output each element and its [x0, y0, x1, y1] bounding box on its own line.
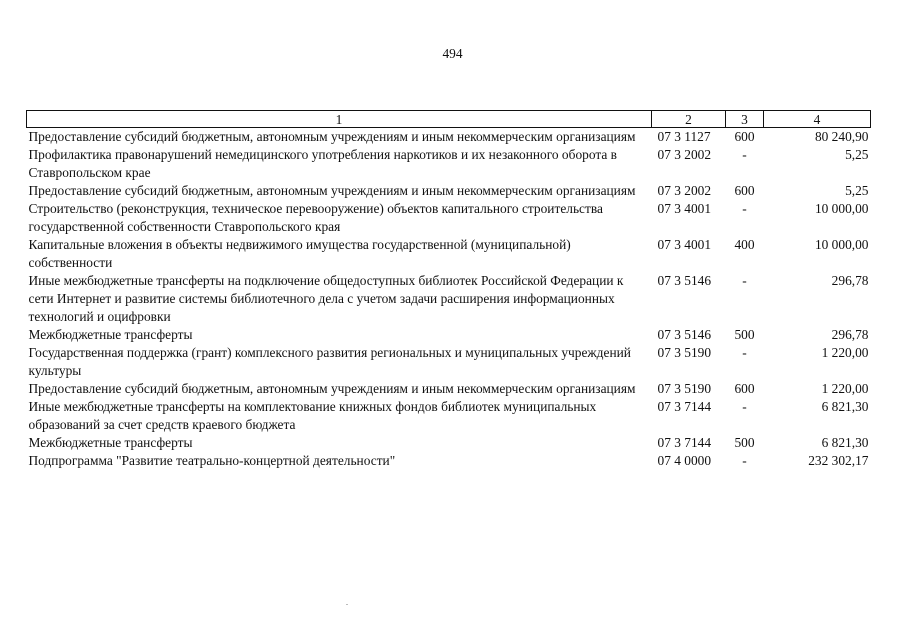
- row-type: 600: [734, 129, 755, 144]
- row-type: 600: [734, 183, 755, 198]
- row-code: 07 3 2002: [657, 183, 712, 198]
- row-code: 07 4 0000: [657, 453, 712, 468]
- table-row: [27, 326, 871, 344]
- row-amount: 6 821,30: [821, 435, 869, 450]
- table-row: [27, 380, 871, 398]
- row-type: -: [742, 201, 747, 216]
- row-name: Предоставление субсидий бюджетным, автономным учреждениям и иным некоммерческим организациям: [28, 129, 636, 144]
- table-row: [27, 434, 871, 452]
- row-name: Строительство (реконструкция, техническое перевооружение) объектов капитального строительства государственной собственности Ставропольского края: [28, 201, 603, 234]
- row-code: 07 3 2002: [657, 147, 712, 162]
- table-row: [27, 398, 871, 434]
- header-row: [27, 111, 871, 128]
- row-code: 07 3 5190: [657, 345, 712, 360]
- row-type: 600: [734, 381, 755, 396]
- row-name: Иные межбюджетные трансферты на комплектование книжных фондов библиотек муниципальных образований за счет средств краевого бюджета: [28, 399, 597, 432]
- table-row: [27, 200, 871, 236]
- header-col-2: 2: [652, 111, 726, 128]
- row-name: Межбюджетные трансферты: [28, 435, 193, 450]
- table-header: [27, 111, 871, 128]
- row-name: Государственная поддержка (грант) комплексного развития региональных и муниципальных учреждений культуры: [28, 345, 631, 378]
- row-amount: 6 821,30: [821, 399, 869, 414]
- header-col-1: 1: [27, 111, 652, 128]
- row-type: -: [742, 147, 747, 162]
- table-body: [27, 128, 871, 471]
- row-name: Предоставление субсидий бюджетным, автономным учреждениям и иным некоммерческим организациям: [28, 381, 636, 396]
- row-type: 500: [734, 435, 755, 450]
- row-code: 07 3 4001: [657, 201, 712, 216]
- row-code: 07 3 5190: [657, 381, 712, 396]
- row-amount: 296,78: [831, 327, 869, 342]
- row-amount: 296,78: [831, 273, 869, 288]
- row-name: Иные межбюджетные трансферты на подключение общедоступных библиотек Российской Федерации к сети Интернет и развитие системы библиотечного дела с учетом задачи расширения информационных технологий и оцифровки: [28, 273, 624, 324]
- row-name: Межбюджетные трансферты: [28, 327, 193, 342]
- budget-table: [26, 110, 871, 470]
- row-code: 07 3 4001: [657, 237, 712, 252]
- table-row: [27, 128, 871, 147]
- row-code: 07 3 7144: [657, 399, 712, 414]
- row-amount: 1 220,00: [821, 381, 869, 396]
- row-amount: 232 302,17: [808, 453, 869, 468]
- row-code: 07 3 7144: [657, 435, 712, 450]
- row-type: -: [742, 273, 747, 288]
- row-name: Профилактика правонарушений немедицинского употребления наркотиков и их незаконного оборота в Ставропольском крае: [28, 147, 617, 180]
- row-type: -: [742, 399, 747, 414]
- row-amount: 1 220,00: [821, 345, 869, 360]
- row-amount: 5,25: [845, 183, 869, 198]
- row-code: 07 3 1127: [657, 129, 711, 144]
- row-code: 07 3 5146: [657, 327, 712, 342]
- row-amount: 10 000,00: [814, 201, 869, 216]
- row-type: 500: [734, 327, 755, 342]
- header-col-3: 3: [726, 111, 764, 128]
- scan-speck: [346, 604, 348, 605]
- table-row: [27, 182, 871, 200]
- table-row: [27, 272, 871, 326]
- page-number: 494: [442, 46, 463, 61]
- table-row: [27, 146, 871, 182]
- row-type: 400: [734, 237, 755, 252]
- row-amount: 80 240,90: [814, 129, 869, 144]
- table-row: [27, 344, 871, 380]
- table-row: [27, 236, 871, 272]
- row-type: -: [742, 345, 747, 360]
- row-type: -: [742, 453, 747, 468]
- table-row: [27, 452, 871, 470]
- row-name: Подпрограмма "Развитие театрально-концертной деятельности": [28, 453, 396, 468]
- row-code: 07 3 5146: [657, 273, 712, 288]
- row-amount: 10 000,00: [814, 237, 869, 252]
- row-name: Капитальные вложения в объекты недвижимого имущества государственной (муниципальной) собственности: [28, 237, 571, 270]
- row-amount: 5,25: [845, 147, 869, 162]
- row-name: Предоставление субсидий бюджетным, автономным учреждениям и иным некоммерческим организациям: [28, 183, 636, 198]
- header-col-4: 4: [764, 111, 871, 128]
